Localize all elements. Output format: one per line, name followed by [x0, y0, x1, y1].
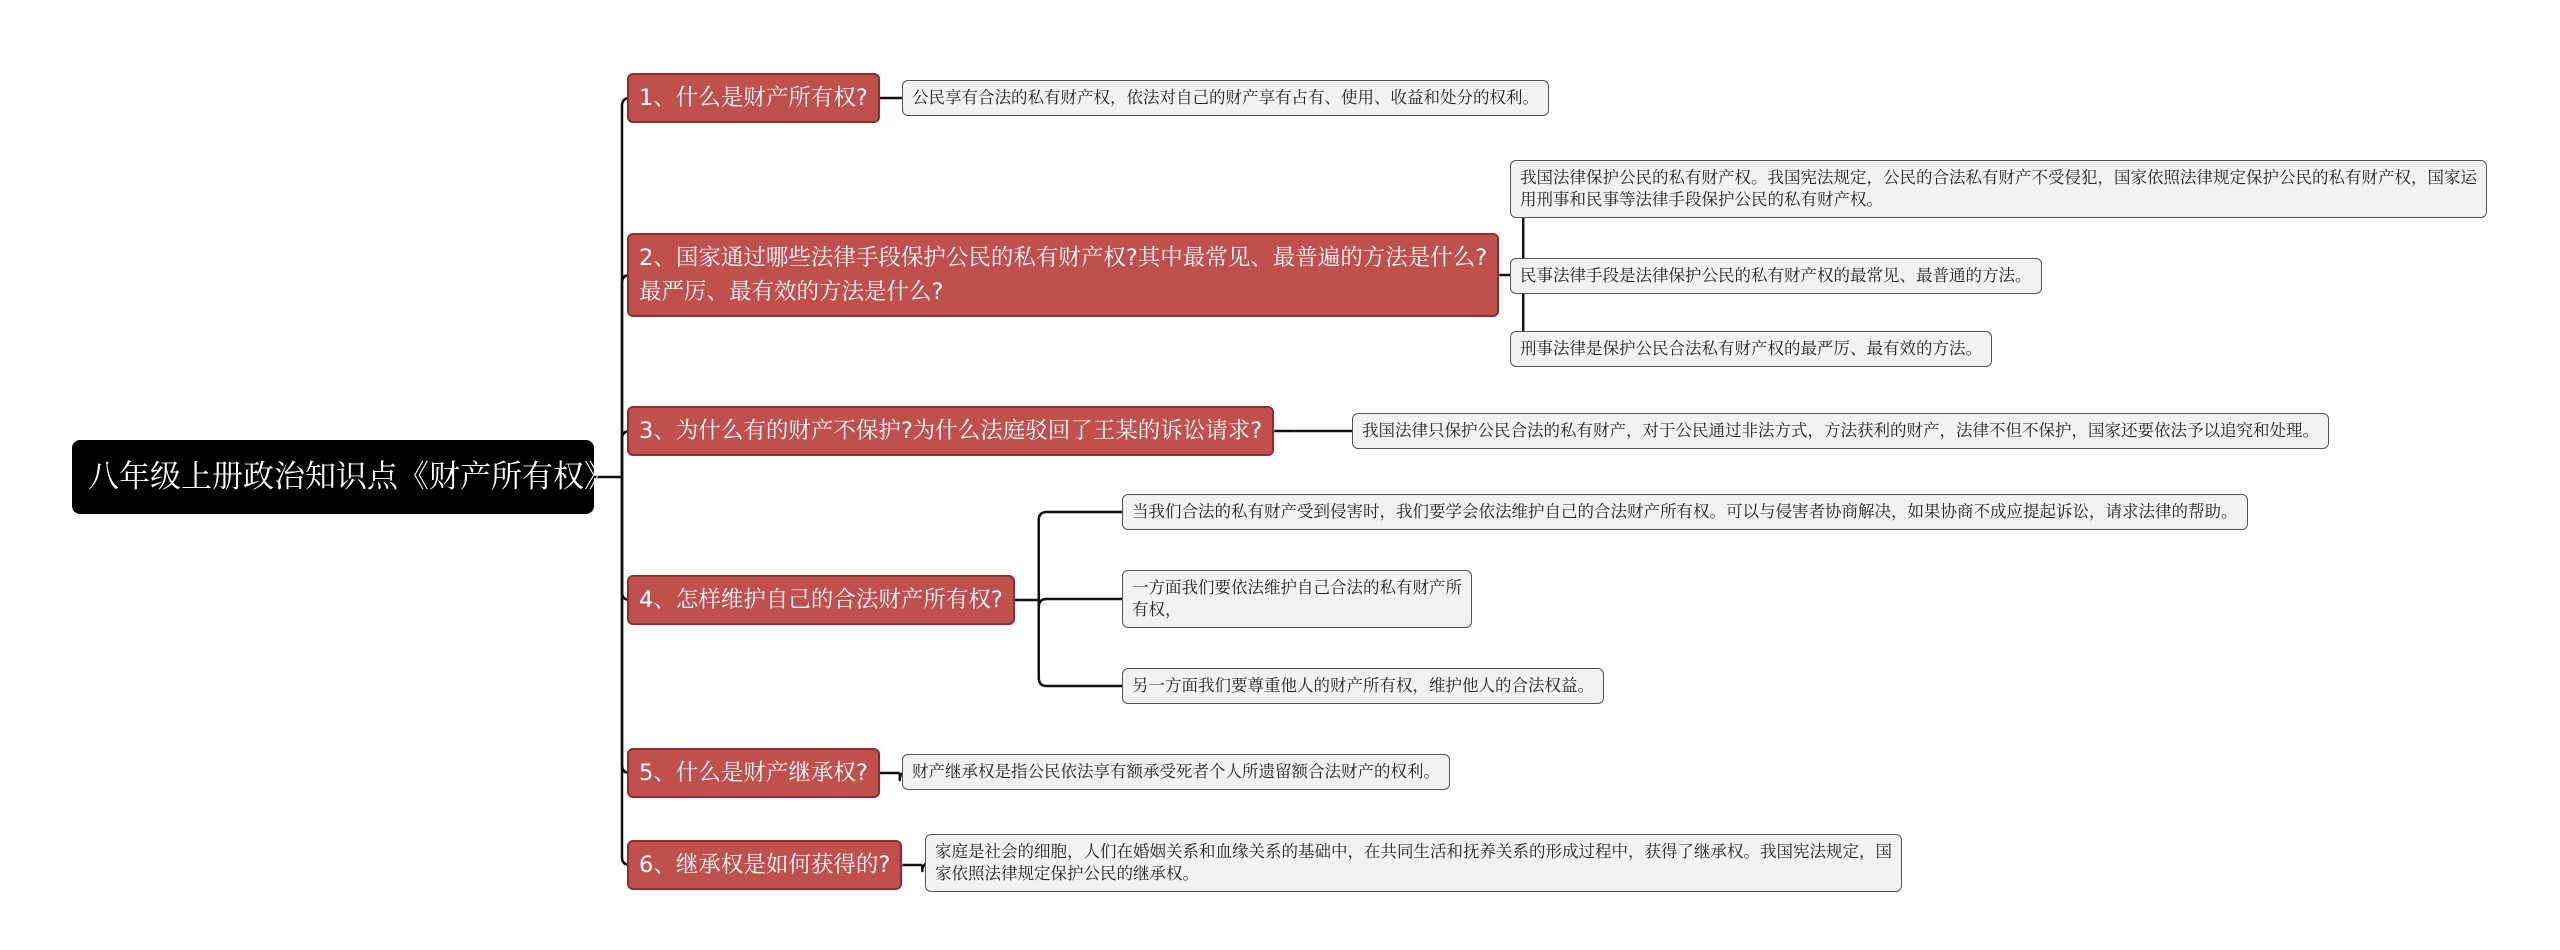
answer-line: 用刑事和民事等法律手段保护公民的私有财产权。: [1520, 190, 1883, 209]
topic-4-connector-branch: [1039, 512, 1122, 600]
root-connector-branch: [622, 477, 630, 865]
answer-line: 当我们合法的私有财产受到侵害时，我们要学会依法维护自己的合法财产所有权。可以与侵害者协商解决，如果协商不成应提起诉讼，请求法律的帮助。: [1132, 502, 2238, 521]
topic-2-question[interactable]: [627, 233, 1499, 317]
answer-line: 有权，: [1132, 600, 1182, 619]
topic-4-question-line: 4、怎样维护自己的合法财产所有权?: [639, 587, 1003, 613]
topic-2-answer-3[interactable]: [1510, 331, 1992, 367]
topic-6-question[interactable]: [627, 840, 902, 890]
topic-2-answer-2[interactable]: [1510, 258, 2042, 294]
answer-line: 另一方面我们要尊重他人的财产所有权，维护他人的合法权益。: [1132, 676, 1594, 695]
topic-5-question[interactable]: [627, 748, 880, 798]
topic-5-question-line: 5、什么是财产继承权?: [639, 760, 868, 786]
topic-1-answer-1[interactable]: [902, 80, 1549, 116]
topic-2-question-line-2: 最严厉、最有效的方法是什么?: [639, 279, 944, 305]
topic-4-connector-branch: [1039, 599, 1122, 607]
answer-line: 家依照法律规定保护公民的继承权。: [935, 864, 1199, 883]
topic-1-question[interactable]: [627, 73, 880, 123]
answer-line: 公民享有合法的私有财产权，依法对自己的财产享有占有、使用、收益和处分的权利。: [912, 88, 1539, 107]
topic-3-question-line: 3、为什么有的财产不保护?为什么法庭驳回了王某的诉讼请求?: [639, 418, 1263, 444]
root-topic[interactable]: [72, 440, 615, 514]
answer-line: 民事法律手段是法律保护公民的私有财产权的最常见、最普通的方法。: [1520, 266, 2032, 285]
topic-4-answer-3[interactable]: [1122, 668, 1604, 704]
answer-line: 家庭是社会的细胞，人们在婚姻关系和血缘关系的基础中，在共同生活和抚养关系的形成过程中，获得了继承权。我国宪法规定，国: [935, 842, 1892, 861]
topic-4-answer-2[interactable]: [1122, 570, 1472, 628]
topic-1-question-line: 1、什么是财产所有权?: [639, 85, 868, 111]
topic-4-answer-1[interactable]: [1122, 494, 2248, 530]
topic-4-connector-branch: [1039, 600, 1122, 686]
topic-2-question-line-1: 2、国家通过哪些法律手段保护公民的私有财产权?其中最常见、最普遍的方法是什么?: [639, 245, 1488, 271]
topic-5-answer-1[interactable]: [902, 754, 1450, 790]
topic-3-question[interactable]: [627, 406, 1274, 456]
answer-line: 财产继承权是指公民依法享有额承受死者个人所遗留额合法财产的权利。: [912, 762, 1440, 781]
topic-6-answer-1[interactable]: [925, 834, 1902, 892]
answer-line: 我国法律只保护公民合法的私有财产，对于公民通过非法方式，方法获利的财产，法律不但不保护，国家还要依法予以追究和处理。: [1362, 421, 2319, 440]
topic-3-answer-1[interactable]: [1352, 413, 2329, 449]
topic-6-question-line: 6、继承权是如何获得的?: [639, 852, 891, 878]
answer-line: 刑事法律是保护公民合法私有财产权的最严厉、最有效的方法。: [1520, 339, 1982, 358]
topic-2-answer-1[interactable]: [1510, 160, 2487, 218]
answer-line: 我国法律保护公民的私有财产权。我国宪法规定，公民的合法私有财产不受侵犯，国家依照法律规定保护公民的私有财产权，国家运: [1520, 168, 2477, 187]
topic-4-question[interactable]: [627, 575, 1015, 625]
answer-line: 一方面我们要依法维护自己合法的私有财产所: [1132, 578, 1462, 597]
root-title: 八年级上册政治知识点《财产所有权》: [88, 459, 615, 495]
